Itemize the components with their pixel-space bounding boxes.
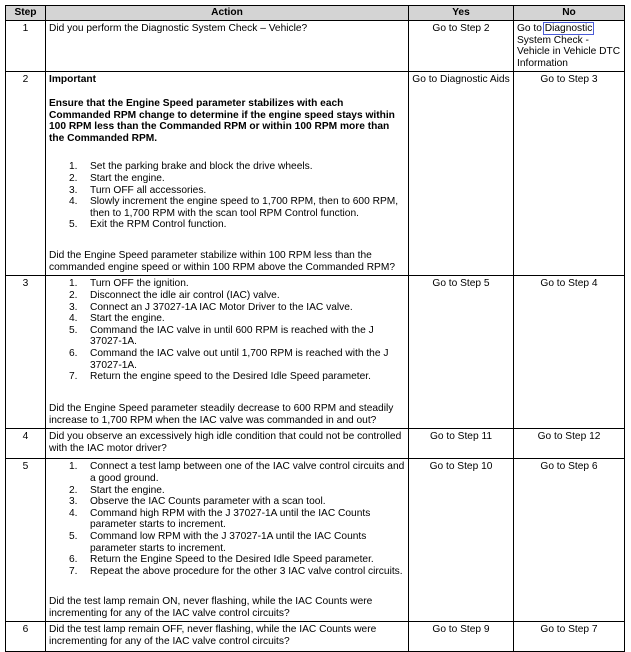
header-action: Action xyxy=(46,6,409,21)
procedure-step: 5. Exit the RPM Control function. xyxy=(69,219,227,231)
diagnostic-table xyxy=(5,5,625,652)
procedure-step: 4. Start the engine. xyxy=(69,313,165,325)
question-text: Did the test lamp remain OFF, never flashing, while the IAC Counts were incrementing for any of the IAC valve control circuits? xyxy=(49,624,377,647)
diagnostic-system-check-link[interactable]: Diagnostic xyxy=(544,23,593,34)
step-number: 1 xyxy=(6,21,46,72)
yes-link[interactable]: Go to Step 10 xyxy=(429,461,493,473)
procedure-step: 4. Command high RPM with the J 37027-1A until the IAC Counts parameter starts to increment. xyxy=(69,507,371,531)
question-text: Did the test lamp remain ON, never flashing, while the IAC Counts were incrementing for any of the IAC valve control circuits? xyxy=(49,596,373,619)
header-yes: Yes xyxy=(409,6,514,21)
procedure-list xyxy=(49,161,405,231)
step-number: 3 xyxy=(6,276,46,429)
yes-cell[interactable] xyxy=(409,459,514,622)
action-cell xyxy=(46,429,409,459)
action-cell xyxy=(46,459,409,622)
yes-cell[interactable] xyxy=(409,429,514,459)
no-link[interactable]: Go to Step 7 xyxy=(540,624,598,636)
procedure-step: 1. Set the parking brake and block the drive wheels. xyxy=(69,161,313,173)
action-cell xyxy=(46,622,409,652)
question-text: Did you perform the Diagnostic System Check – Vehicle? xyxy=(49,23,308,34)
procedure-step: 2. Disconnect the idle air control (IAC) valve. xyxy=(69,289,280,301)
procedure-step: 4. Slowly increment the engine speed to 1,700 RPM, then to 600 RPM, then to 1,700 RPM with the scan tool RPM Control function. xyxy=(69,196,399,219)
no-prefix: Go to xyxy=(517,23,545,34)
table-row xyxy=(6,276,625,429)
table-row xyxy=(6,21,625,72)
no-link[interactable]: Go to Step 12 xyxy=(537,431,601,443)
procedure-step: 3. Connect an J 37027-1A IAC Motor Driver to the IAC valve. xyxy=(69,301,353,313)
no-cell[interactable] xyxy=(514,72,625,276)
procedure-step: 2. Start the engine. xyxy=(69,484,165,496)
important-title: Important xyxy=(49,74,96,86)
header-row xyxy=(6,6,625,21)
procedure-step: 1. Turn OFF the ignition. xyxy=(69,278,189,290)
action-cell xyxy=(46,72,409,276)
procedure-step: 5. Command the IAC valve in until 600 RPM is reached with the J 37027-1A. xyxy=(69,324,374,348)
procedure-step: 3. Observe the IAC Counts parameter with a scan tool. xyxy=(69,496,326,508)
procedure-step: 7. Repeat the above procedure for the other 3 IAC valve control circuits. xyxy=(69,565,403,577)
no-cell[interactable] xyxy=(514,276,625,429)
table-row xyxy=(6,459,625,622)
no-cell[interactable] xyxy=(514,459,625,622)
procedure-step: 5. Command low RPM with the J 37027-1A until the IAC Counts parameter starts to increment. xyxy=(69,530,367,554)
no-cell[interactable] xyxy=(514,429,625,459)
no-link[interactable]: Go to Step 6 xyxy=(540,461,598,473)
question-text: Did the Engine Speed parameter stabilize within 100 RPM less than the commanded engine speed or within 100 RPM above the Commanded RPM? xyxy=(49,250,396,273)
procedure-step: 6. Return the Engine Speed to the Desired Idle Speed parameter. xyxy=(69,554,374,566)
no-link[interactable]: Go to Step 4 xyxy=(540,278,598,290)
question-text: Did the Engine Speed parameter steadily decrease to 600 RPM and steadily increase to 1,700 RPM when the IAC valve was commanded in and out? xyxy=(49,403,394,426)
no-link[interactable]: Go to Step 3 xyxy=(540,74,598,86)
yes-cell[interactable] xyxy=(409,72,514,276)
no-rest: System Check - Vehicle in Vehicle DTC Information xyxy=(517,34,621,69)
yes-link[interactable]: Go to Diagnostic Aids xyxy=(412,74,510,86)
procedure-step: 6. Command the IAC valve out until 1,700 RPM is reached with the J 37027-1A. xyxy=(69,347,389,371)
no-cell[interactable] xyxy=(514,622,625,652)
procedure-step: 1. Connect a test lamp between one of the IAC valve control circuits and a good ground. xyxy=(69,461,405,484)
table-row xyxy=(6,622,625,652)
yes-cell[interactable] xyxy=(409,276,514,429)
yes-link[interactable]: Go to Step 11 xyxy=(429,431,493,443)
action-cell xyxy=(46,21,409,72)
yes-link[interactable]: Go to Step 5 xyxy=(432,278,490,290)
yes-cell[interactable] xyxy=(409,21,514,72)
yes-link[interactable]: Go to Step 2 xyxy=(432,23,490,34)
question-text: Did you observe an excessively high idle condition that could not be controlled with the IAC motor driver? xyxy=(49,431,402,454)
step-number: 4 xyxy=(6,429,46,459)
header-step: Step xyxy=(6,6,46,21)
no-cell xyxy=(514,21,625,72)
step-number: 6 xyxy=(6,622,46,652)
procedure-step: 7. Return the engine speed to the Desired Idle Speed parameter. xyxy=(69,371,371,383)
table-row xyxy=(6,429,625,459)
header-no: No xyxy=(514,6,625,21)
procedure-list xyxy=(49,461,405,577)
action-cell xyxy=(46,276,409,429)
procedure-step: 2. Start the engine. xyxy=(69,172,165,184)
table-row xyxy=(6,72,625,276)
yes-cell[interactable] xyxy=(409,622,514,652)
procedure-step: 3. Turn OFF all accessories. xyxy=(69,184,207,196)
procedure-list xyxy=(49,278,405,382)
step-number: 5 xyxy=(6,459,46,622)
important-text: Ensure that the Engine Speed parameter stabilizes with each Commanded RPM change to determine if the engine speed stays within 100 RPM less than the Commanded RPM or within 100 RPM more than the Commanded RPM. xyxy=(49,97,395,144)
yes-link[interactable]: Go to Step 9 xyxy=(432,624,490,636)
step-number: 2 xyxy=(6,72,46,276)
